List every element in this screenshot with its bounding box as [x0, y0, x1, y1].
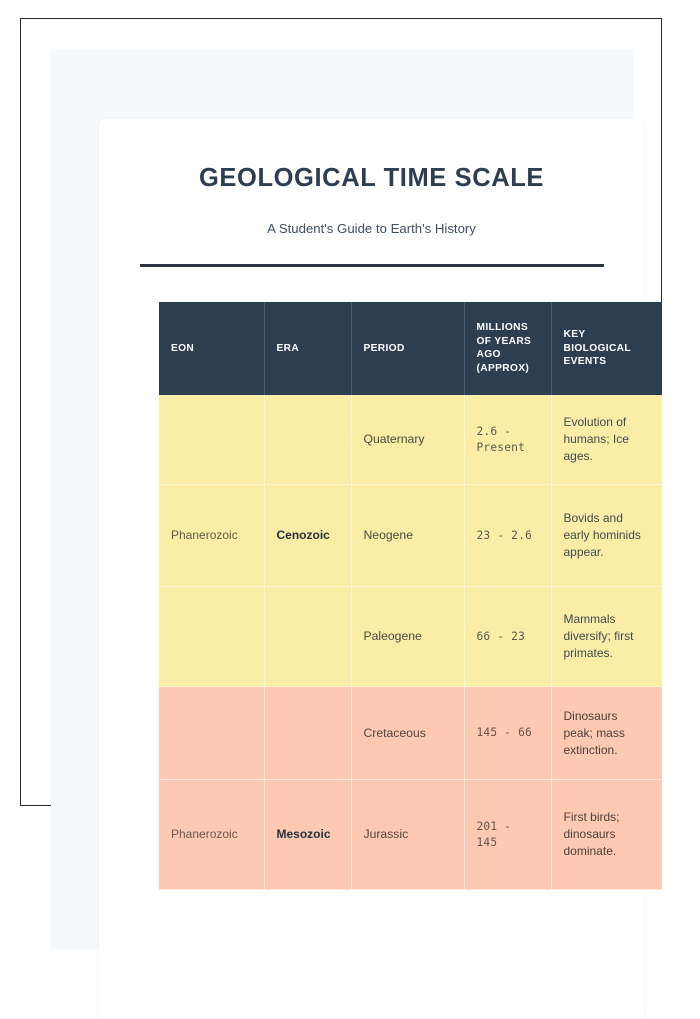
page-title: GEOLOGICAL TIME SCALE [198, 164, 545, 192]
table-header-row [159, 302, 662, 395]
column-header-eon: EON [159, 302, 264, 395]
cell-era: Cenozoic [264, 485, 351, 587]
cell-era: Mesozoic [264, 780, 351, 890]
cell-era [264, 687, 351, 780]
cell-period: Jurassic [351, 780, 464, 890]
table-container [159, 267, 644, 891]
cell-events: First birds; dinosaurs dominate. [551, 780, 662, 890]
cell-period: Neogene [351, 485, 464, 587]
column-header-events: KEY BIOLOGICAL EVENTS [551, 302, 662, 395]
table-header [159, 302, 662, 395]
document-frame [20, 18, 662, 859]
cell-period: Cretaceous [351, 687, 464, 780]
table-row [159, 485, 662, 587]
table-row [159, 395, 662, 485]
cell-eon: Phanerozoic [159, 485, 264, 587]
cell-events: Bovids and early hominids appear. [551, 485, 662, 587]
content-card [99, 119, 644, 1019]
cell-events: Mammals diversify; first primates. [551, 587, 662, 687]
cell-eon [159, 587, 264, 687]
cell-eon [159, 687, 264, 780]
table-body [159, 395, 662, 890]
cell-mya: 201 - 145 [464, 780, 551, 890]
cell-era [264, 587, 351, 687]
column-header-period: PERIOD [351, 302, 464, 395]
page-subtitle: A Student's Guide to Earth's History [267, 220, 476, 236]
table-row [159, 587, 662, 687]
cell-period: Paleogene [351, 587, 464, 687]
page-background [51, 49, 641, 949]
cell-mya: 23 - 2.6 [464, 485, 551, 587]
cell-eon [159, 395, 264, 485]
column-header-era: ERA [264, 302, 351, 395]
document-header [99, 119, 644, 267]
column-header-mya: MILLIONS OF YEARS AGO (APPROX) [464, 302, 551, 395]
cell-events: Dinosaurs peak; mass extinction. [551, 687, 662, 780]
cell-mya: 145 - 66 [464, 687, 551, 780]
cell-eon: Phanerozoic [159, 780, 264, 890]
geological-time-scale-table [159, 302, 662, 891]
cell-era [264, 395, 351, 485]
cell-mya: 66 - 23 [464, 587, 551, 687]
table-row [159, 780, 662, 890]
table-row [159, 687, 662, 780]
cell-events: Evolution of humans; Ice ages. [551, 395, 662, 485]
cell-period: Quaternary [351, 395, 464, 485]
cell-mya: 2.6 - Present [464, 395, 551, 485]
